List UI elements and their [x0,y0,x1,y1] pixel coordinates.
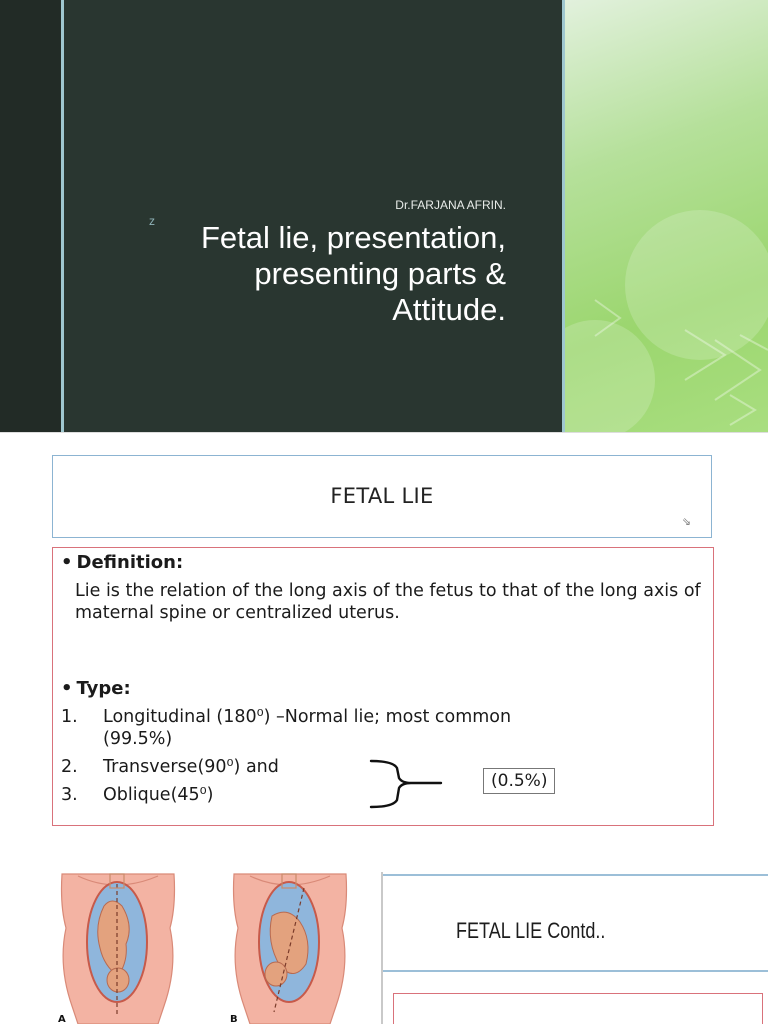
slide-title-box [52,455,712,538]
left-accent-rule [61,0,64,432]
type-item-3: 3. Oblique(45⁰) [61,785,214,805]
fetal-lie-slide [0,432,768,866]
definition-text: Lie is the relation of the long axis of the fetus to that of the long axis of maternal spine or centralized uterus. [75,581,701,623]
slide-mark: z [149,214,155,228]
title-slide [0,0,768,432]
title-line-2: presenting parts & [254,256,506,291]
left-dark-strip [0,0,62,432]
fetal-lie-illustrations [0,866,376,1024]
title-line-3: Attitude. [392,292,506,327]
cursor-icon: ⇘ [681,515,691,528]
right-brace-icon [369,758,443,810]
title-line-1: Fetal lie, presentation, [200,220,506,255]
type-item-1: 1. Longitudinal (180⁰) –Normal lie; most common (99.5%) [61,707,512,749]
definition-content-box [52,547,714,826]
percent-badge: (0.5%) [483,768,555,794]
longitudinal-lie-figure [58,874,175,1024]
type-item-2: 2. Transverse(90⁰) and [61,757,279,777]
fetal-lie-contd-slide [0,866,768,1024]
author-name: Dr.FARJANA AFRIN. [395,198,506,212]
chevron-decoration-icon [565,0,768,432]
figure-label-b: B [230,1014,238,1024]
contd-content-box [393,993,763,1024]
figure-label-a: A [58,1014,66,1024]
slide-title: FETAL LIE [330,484,434,508]
oblique-lie-figure [230,874,347,1024]
bullet-icon: • [61,678,73,699]
contd-title-box [383,874,768,972]
slide-title [146,220,506,328]
contd-slide-title: FETAL LIE Contd.. [456,918,606,943]
definition-heading: • Definition: [61,552,184,573]
green-decorative-panel [565,0,768,432]
type-heading: • Type: [61,678,131,699]
bullet-icon: • [61,552,73,573]
